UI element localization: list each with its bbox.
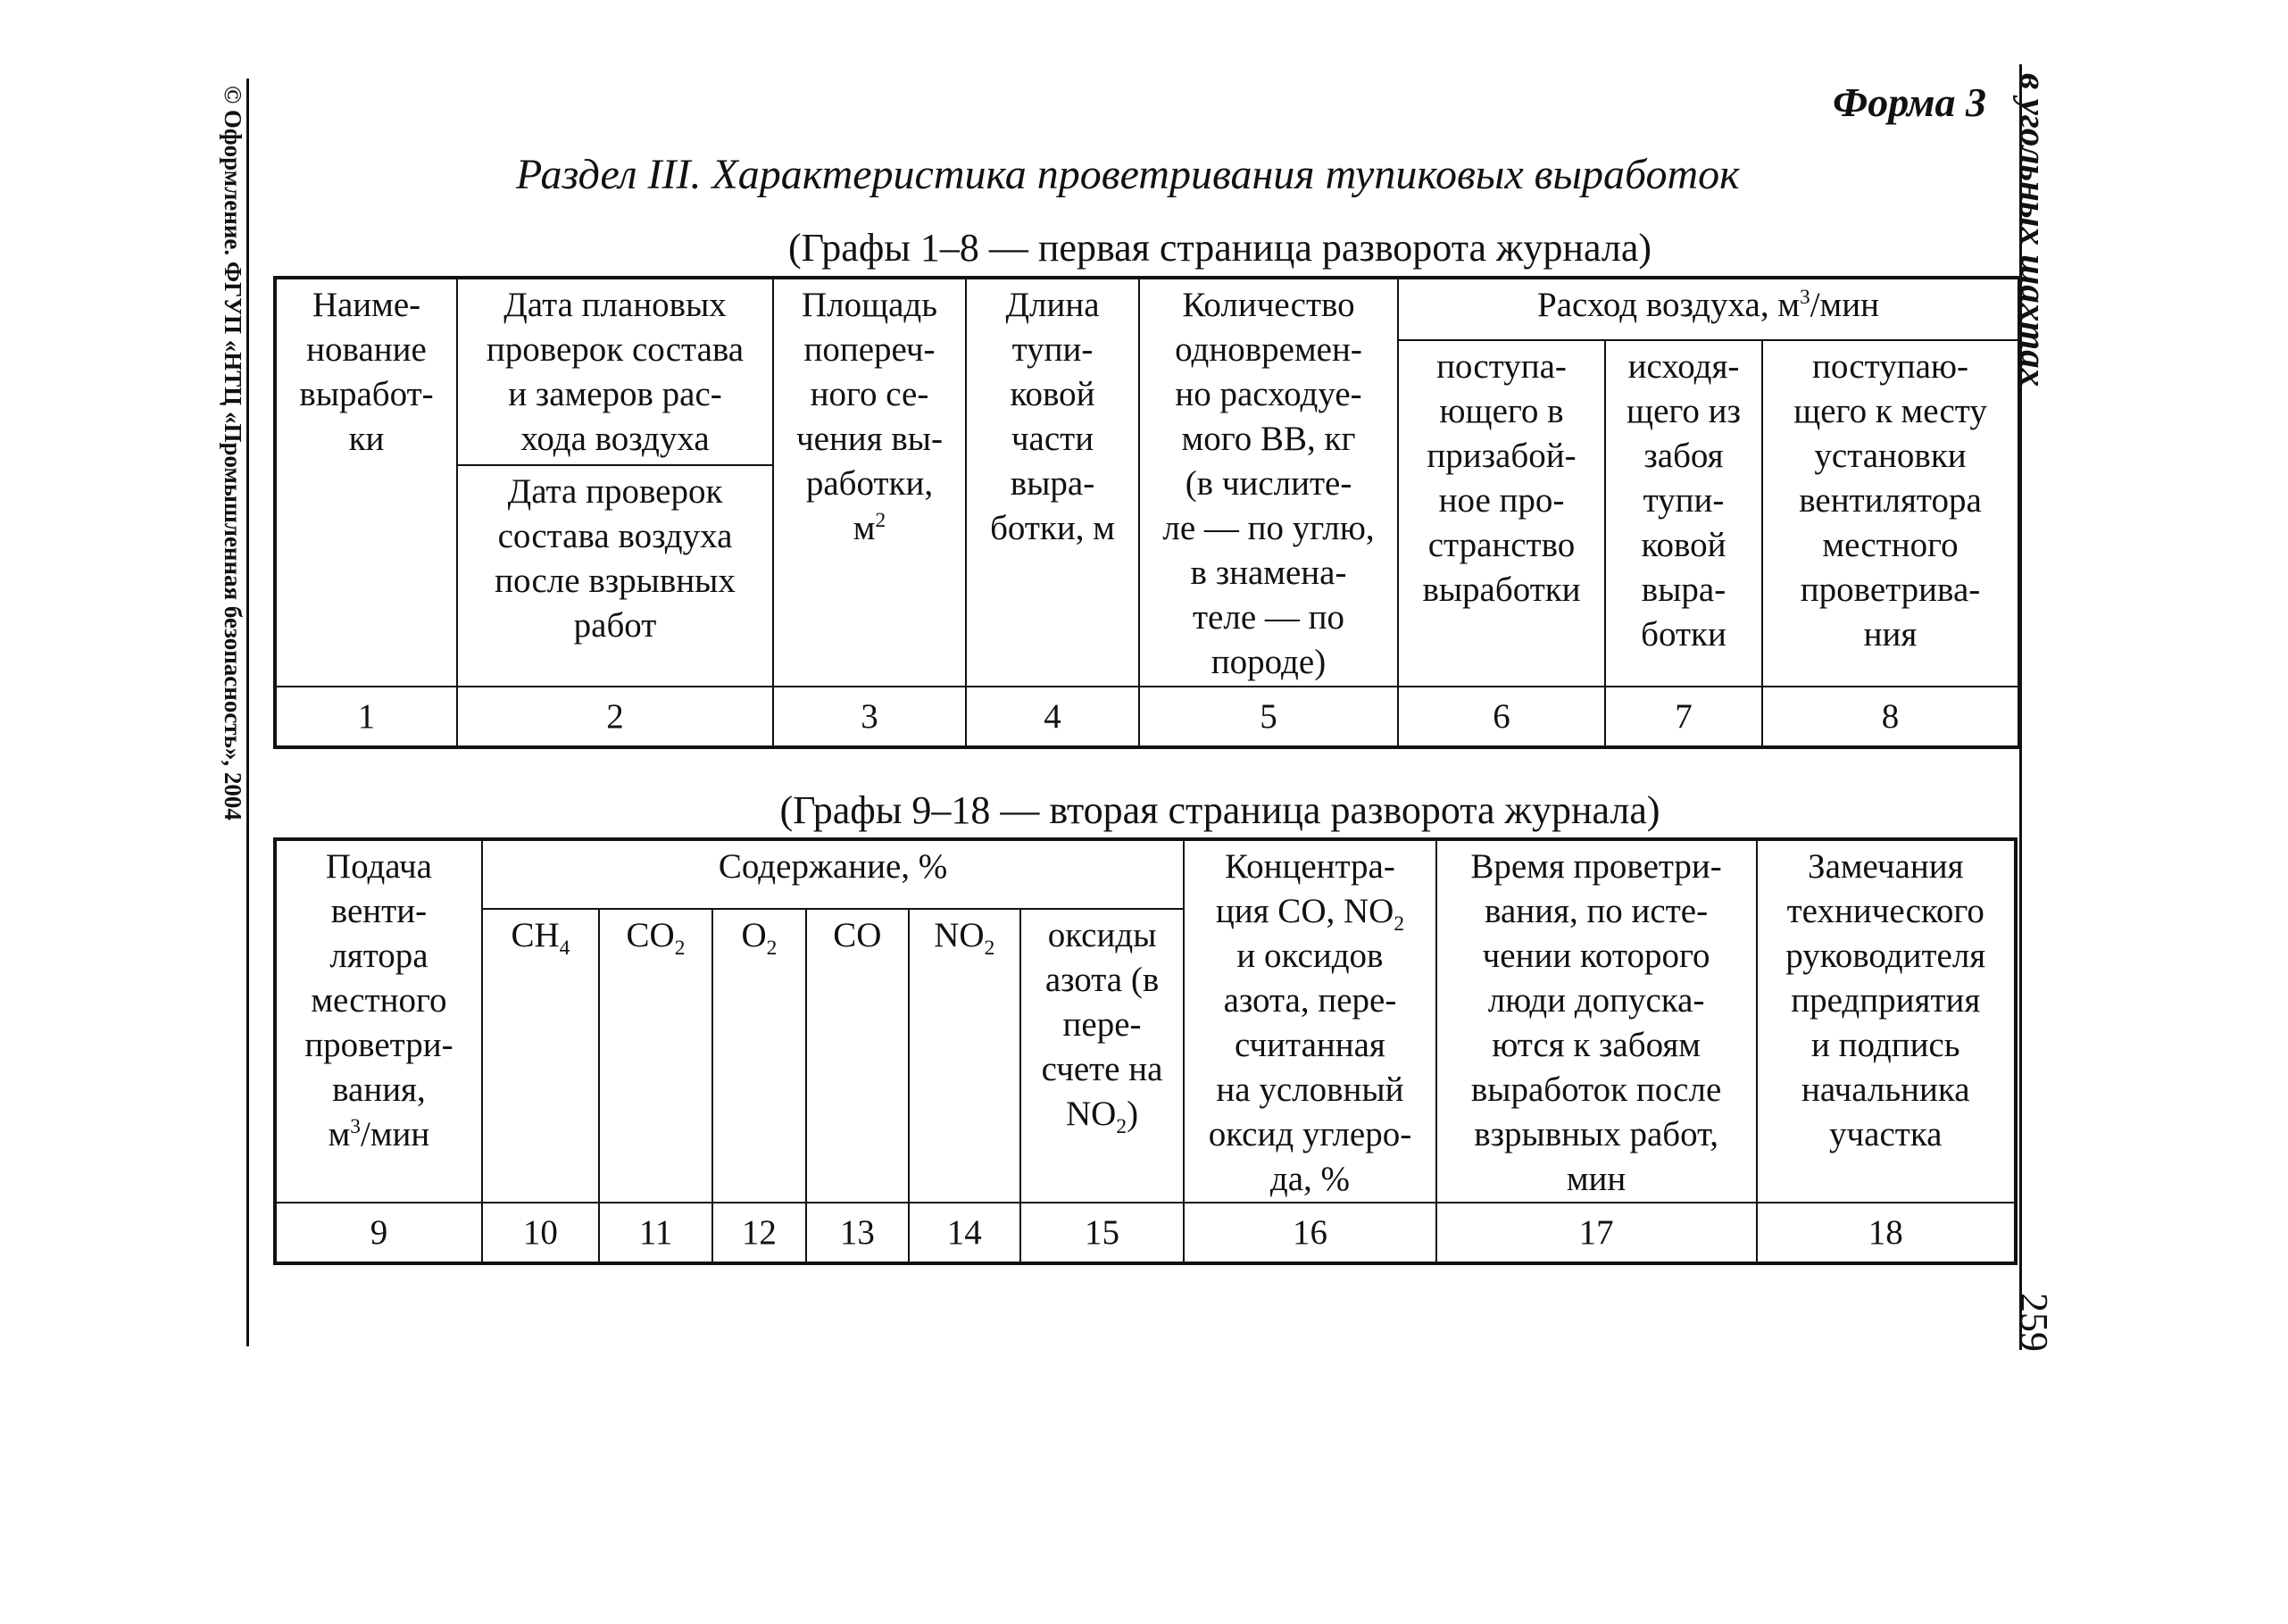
section-title: Раздел III. Характеристика проветривания тупиковых выработок [516, 151, 1740, 198]
column-number: 10 [482, 1203, 599, 1263]
header-concentration: Концентра- ция CO, $NO_2$ и оксидов азота, пере- считанная на условный оксид углеро- да, % [1184, 839, 1435, 1203]
header-co: CO [806, 909, 909, 1203]
column-number: 2 [457, 687, 773, 747]
column-number: 18 [1757, 1203, 2016, 1263]
header-co2: $CO_2$ [599, 909, 712, 1203]
column-number: 17 [1436, 1203, 1757, 1263]
column-number: 12 [712, 1203, 806, 1263]
header-date-after-blast: Дата проверок состава воздуха после взрывных работ [457, 465, 773, 687]
header-outgoing-air: исходя- щего из забоя тупи- ковой выра- ботки [1605, 340, 1762, 687]
table1-caption: (Графы 1–8 — первая страница разворота журнала) [787, 226, 1652, 270]
column-number: 7 [1605, 687, 1762, 747]
column-number: 13 [806, 1203, 909, 1263]
header-area: Площадь попереч- ного се- чения вы- работки, $м^2$ [773, 278, 966, 687]
header-ch4: $CH_4$ [482, 909, 599, 1203]
header-ventilation-time: Время проветри- вания, по исте- чении которого люди допуска- ются к забоям выработок после взрывных работ, мин [1436, 839, 1757, 1203]
column-number: 16 [1184, 1203, 1435, 1263]
header-nitrogen-oxides: оксиды азота (в пере- счете на $NO_2$) [1020, 909, 1185, 1203]
header-air-to-fan: поступаю- щего к месту установки вентилятора местного проветрива- ния [1762, 340, 2019, 687]
column-number: 15 [1020, 1203, 1185, 1263]
column-number: 9 [275, 1203, 482, 1263]
table-columns-9-18 [273, 837, 2018, 1265]
header-content: Содержание, % [482, 839, 1184, 909]
header-fan-supply: Подача венти- лятора местного проветри- вания, $м^3$/мин [275, 839, 482, 1203]
header-air-flow: Расход воздуха, $м^3$/мин [1398, 278, 2019, 340]
form-label: Форма 3 [1833, 79, 1986, 125]
column-number: 8 [1762, 687, 2019, 747]
header-date-planned: Дата плановых проверок состава и замеров рас- хода воздуха [457, 278, 773, 465]
column-number: 6 [1398, 687, 1605, 747]
column-number: 1 [275, 687, 457, 747]
column-number: 5 [1139, 687, 1398, 747]
header-no2: $NO_2$ [909, 909, 1020, 1203]
table2-caption: (Графы 9–18 — вторая страница разворота журнала) [779, 788, 1660, 832]
header-incoming-air: поступа- ющего в призабой- ное про- странство выработки [1398, 340, 1605, 687]
column-number: 14 [909, 1203, 1020, 1263]
column-number: 11 [599, 1203, 712, 1263]
header-length: Длина тупи- ковой части выра- ботки, м [966, 278, 1139, 687]
header-remarks: Замечания технического руководителя предприятия и подпись начальника участка [1757, 839, 2016, 1203]
table-columns-1-8 [273, 276, 2021, 749]
column-number: 3 [773, 687, 966, 747]
column-number: 4 [966, 687, 1139, 747]
header-o2: $O_2$ [712, 909, 806, 1203]
header-name: Наиме- нование выработ- ки [275, 278, 457, 687]
header-explosive: Количество одновремен- но расходуе- мого ВВ, кг (в числите- ле — по углю, в знамена- теле — по породе) [1139, 278, 1398, 687]
